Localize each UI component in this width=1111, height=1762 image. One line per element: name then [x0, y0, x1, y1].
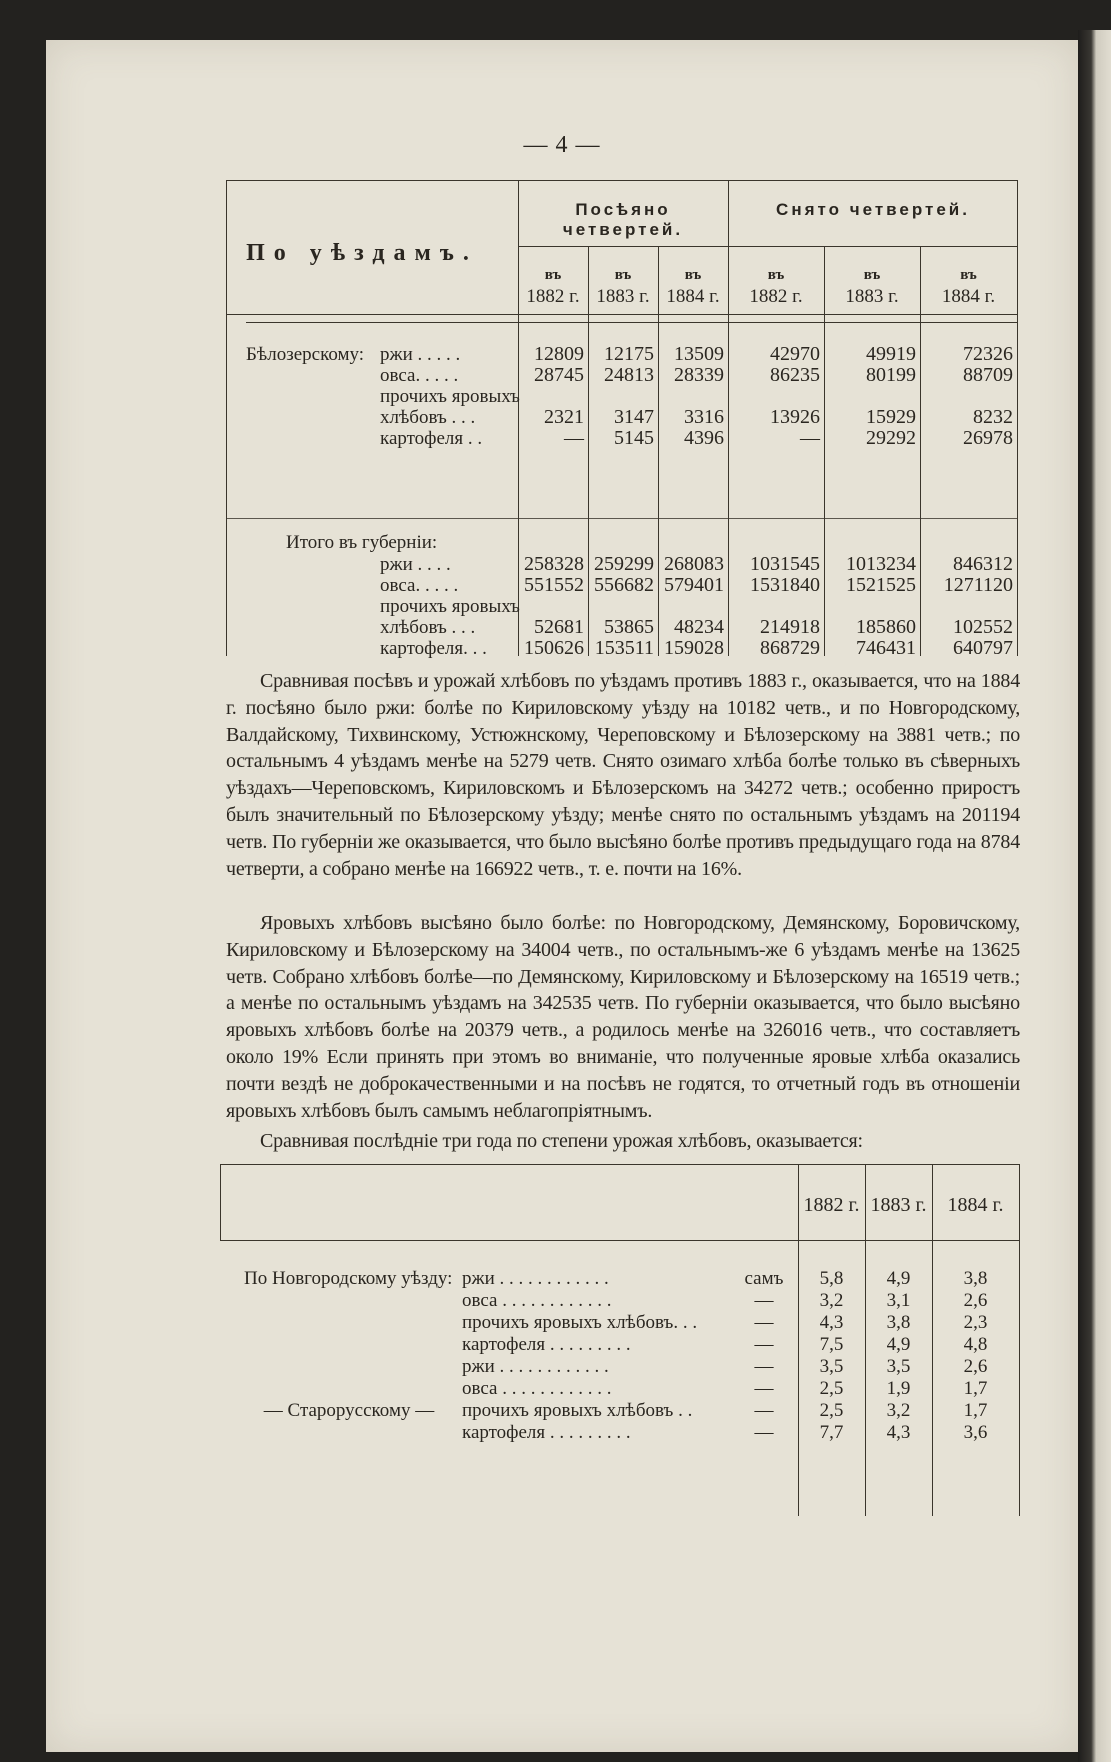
unit-label: —: [754, 1356, 774, 1377]
table-cell: 53865: [604, 616, 654, 638]
table-cell: —: [564, 427, 584, 449]
row-label: прочихъ яровыхъ: [380, 596, 520, 617]
table-cell: 3,5: [886, 1356, 911, 1377]
table-top-rule: [226, 180, 1018, 181]
table-cell: 80199: [866, 364, 916, 386]
table-cell: 52681: [534, 616, 584, 638]
year-header: [588, 264, 658, 308]
header-double-rule: [246, 322, 1018, 323]
row-label: хлѣбовъ . . .: [380, 617, 476, 638]
page-number: — 4 —: [523, 132, 601, 158]
row-label: овса. . . . .: [380, 365, 459, 386]
table-cell: 3,8: [963, 1268, 988, 1289]
table-cell: 5145: [614, 427, 654, 449]
section-rule: [226, 518, 1018, 519]
sown-harvested-table: [226, 180, 1018, 659]
table-cell: 86235: [770, 364, 820, 386]
table-cell: 1,9: [886, 1378, 911, 1399]
paragraph-1: [226, 668, 1020, 882]
table-cell: 258328: [524, 553, 584, 575]
row-label: овса . . . . . . . . . . . .: [462, 1290, 612, 1311]
year-header: 1884 г.: [947, 1194, 1004, 1216]
table-cell: 15929: [866, 406, 916, 428]
year-prefix: въ: [544, 267, 562, 283]
table-cell: 7,7: [819, 1422, 844, 1443]
table-cell: 12809: [534, 343, 584, 365]
table-cell: 150626: [524, 637, 584, 659]
table-cell: 13509: [674, 343, 724, 365]
district-novgorodsky: По Новгородскому уѣзду:: [244, 1268, 453, 1289]
table-cell: 8232: [973, 406, 1013, 428]
year-prefix: въ: [684, 267, 702, 283]
paragraph-3-text: Сравнивая послѣдніе три года по степени урожая хлѣбовъ, оказывается:: [260, 1130, 863, 1152]
table-cell: 2,6: [963, 1290, 988, 1311]
table-cell: 2,3: [963, 1312, 988, 1333]
year-label: 1884 г.: [666, 286, 720, 307]
table-cell: 3,2: [819, 1290, 844, 1311]
unit-label: —: [754, 1422, 774, 1443]
table-cell: 1531840: [750, 574, 820, 596]
row-label: картофеля . . . . . . . . .: [462, 1422, 631, 1443]
table-cell: 1,7: [963, 1400, 988, 1421]
year-label: 1882 г.: [526, 286, 580, 307]
row-label: овса . . . . . . . . . . . .: [462, 1378, 612, 1399]
section-name-beloozersky: Бѣлозерскому:: [246, 344, 365, 365]
table-cell: 4,3: [819, 1312, 844, 1333]
table-cell: 29292: [866, 427, 916, 449]
row-label: хлѣбовъ . . .: [380, 407, 476, 428]
table-cell: 2,6: [963, 1356, 988, 1377]
year-label: 1883 г.: [845, 286, 899, 307]
unit-label: —: [754, 1334, 774, 1355]
table-cell: 3,5: [819, 1356, 844, 1377]
year-label: 1882 г.: [749, 286, 803, 307]
table-cell: 3,6: [963, 1422, 988, 1443]
paragraph-2-text: Яровыхъ хлѣбовъ высѣяно было болѣе: по Новгородскому, Демянскому, Боровичскому, Кириловскому и Бѣлозерскому на 34004 четв., по остальнымъ-же 6 уѣздамъ менѣе на 13625 четв. Собрано хлѣбовъ болѣе—по Демянскому, Кириловскому и Бѣлозерскому на 16519 четв.; а менѣе по остальнымъ уѣздамъ на 342535 четв. По губерніи оказывается, что было высѣяно яровыхъ хлѣбовъ болѣе на 20379 четв., а родилось менѣе на 326016 четв., что составляетъ около 19% Если принять при этомъ во вниманіе, что полученные яровые хлѣба оказались почти вездѣ не доброкачественными и на посѣвъ не годятся, то отчетный годъ въ отношеніи яровыхъ хлѣбовъ былъ самымъ неблагопріятнымъ.: [226, 912, 1020, 1122]
table-cell: 3,8: [886, 1312, 911, 1333]
section-name-province-total: Итого въ губерніи:: [286, 532, 438, 553]
table-cell: 159028: [664, 637, 724, 659]
table-cell: 4396: [684, 427, 724, 449]
unit-label: —: [754, 1378, 774, 1399]
row-label: картофеля . . . . . . . . .: [462, 1334, 631, 1355]
table-cell: 153511: [594, 637, 654, 659]
row-label: прочихъ яровыхъ: [380, 386, 520, 407]
table-right-rule: [1019, 1164, 1020, 1516]
table-cell: 28745: [534, 364, 584, 386]
unit-label: —: [754, 1312, 774, 1333]
year-header: [920, 264, 1017, 308]
table-cell: 4,9: [886, 1334, 911, 1355]
table-cell: 185860: [856, 616, 916, 638]
table-cell: 1271120: [943, 574, 1013, 596]
table-cell: 88709: [963, 364, 1013, 386]
year-header: [518, 264, 588, 308]
table-cell: 13926: [770, 406, 820, 428]
table-cell: 48234: [674, 616, 724, 638]
table-cell: 72326: [963, 343, 1013, 365]
table-cell: 2,5: [819, 1400, 844, 1421]
table-cell: 3316: [684, 406, 724, 428]
table-cell: 7,5: [819, 1334, 844, 1355]
year-header: [658, 264, 728, 308]
table-cell: 3,2: [886, 1400, 911, 1421]
harvested-group-header: Снято четвертей.: [776, 200, 970, 219]
unit-label: —: [754, 1290, 774, 1311]
table-cell: 268083: [664, 553, 724, 575]
table-cell: 12175: [604, 343, 654, 365]
row-label: ржи . . . . . . . . . . . .: [462, 1268, 609, 1289]
table-cell: 214918: [760, 616, 820, 638]
district-starorussky: — Старорусскому —: [263, 1400, 435, 1421]
table-cell: 1521525: [846, 574, 916, 596]
header-bottom-rule: [220, 1240, 1020, 1241]
paragraph-2: [226, 910, 1020, 1124]
table-cell: 2321: [544, 406, 584, 428]
table-left-rule: [220, 1164, 221, 1240]
unit-label: —: [754, 1400, 774, 1421]
sown-group-header: Посѣяно четвертей.: [562, 200, 684, 239]
table-cell: 259299: [594, 553, 654, 575]
table-cell: 42970: [770, 343, 820, 365]
table-cell: 556682: [594, 574, 654, 596]
table-cell: 3,1: [886, 1290, 911, 1311]
year-prefix: въ: [960, 267, 977, 283]
table-cell: 1013234: [846, 553, 916, 575]
year-header: [728, 264, 824, 308]
table-cell: 2,5: [819, 1378, 844, 1399]
district-header: По уѣздамъ.: [246, 240, 478, 266]
year-label: 1884 г.: [941, 286, 996, 307]
year-prefix: въ: [767, 267, 785, 283]
table-cell: 3147: [614, 406, 654, 428]
table-cell: 28339: [674, 364, 724, 386]
table-cell: 102552: [953, 616, 1013, 638]
table-cell: 4,8: [963, 1334, 988, 1355]
table-cell: 1,7: [963, 1378, 988, 1399]
table-cell: 49919: [866, 343, 916, 365]
year-prefix: въ: [614, 267, 632, 283]
book-binding-edge: [1078, 30, 1111, 1762]
table-cell: 1031545: [750, 553, 820, 575]
row-label: ржи . . . . .: [380, 344, 461, 365]
year-label: 1883 г.: [596, 286, 650, 307]
table-cell: 24813: [604, 364, 654, 386]
table-cell: 846312: [953, 553, 1013, 575]
document-page: [46, 40, 1078, 1752]
table-cell: 4,3: [886, 1422, 911, 1443]
paragraph-1-text: Сравнивая посѣвъ и урожай хлѣбовъ по уѣздамъ противъ 1883 г., оказывается, что на 1884 г. посѣяно было ржи: болѣе по Кириловскому уѣзду на 10182 четв., и по Новгородскому, Валдайскому, Тихвинскому, Устюжнскому, Череповскому и Бѣлозерскому на 3881 четв.; по остальнымъ 4 уѣздамъ менѣе на 5279 четв. Снято озимаго хлѣба болѣе только въ сѣверныхъ уѣздахъ—Череповскомъ, Кириловскомъ и Бѣлозерскомъ на 34272 четв.; особенно приростъ былъ значительный по Бѣлозерскому уѣзду; менѣе снято по остальнымъ уѣздамъ на 201194 четв. По губерніи же оказывается, что было высѣяно болѣе противъ предыдущаго года на 8784 четверти, а собрано менѣе на 166922 четв., т. е. почти на 16%.: [226, 670, 1020, 880]
row-label: картофеля . .: [380, 428, 483, 449]
row-label: прочихъ яровыхъ хлѣбовъ . .: [462, 1400, 693, 1421]
table-top-rule: [220, 1164, 1020, 1165]
unit-label: самъ: [744, 1268, 784, 1289]
table-cell: —: [800, 427, 820, 449]
header-bottom-rule: [226, 314, 1018, 315]
year-header: 1883 г.: [870, 1194, 927, 1216]
table-cell: 5,8: [819, 1268, 844, 1289]
row-label: ржи . . . . . . . . . . . .: [462, 1356, 609, 1377]
group-rule: [518, 246, 1018, 247]
row-label: овса. . . . .: [380, 575, 459, 596]
paragraph-3: [226, 1128, 1020, 1155]
year-prefix: въ: [863, 267, 881, 283]
table-cell: 746431: [856, 637, 916, 659]
row-label: прочихъ яровыхъ хлѣбовъ. . .: [462, 1312, 698, 1333]
table-cell: 579401: [664, 574, 724, 596]
row-label: картофеля. . .: [380, 638, 487, 659]
row-label: ржи . . . .: [380, 554, 451, 575]
table-cell: 868729: [760, 637, 820, 659]
year-header: 1882 г.: [803, 1194, 860, 1216]
table-cell: 4,9: [886, 1268, 911, 1289]
yield-comparison-table: [220, 1164, 1020, 1516]
table-right-rule: [1017, 180, 1018, 656]
table-cell: 640797: [953, 637, 1013, 659]
table-cell: 551552: [524, 574, 584, 596]
year-header: [824, 264, 920, 308]
table-cell: 26978: [963, 427, 1013, 449]
